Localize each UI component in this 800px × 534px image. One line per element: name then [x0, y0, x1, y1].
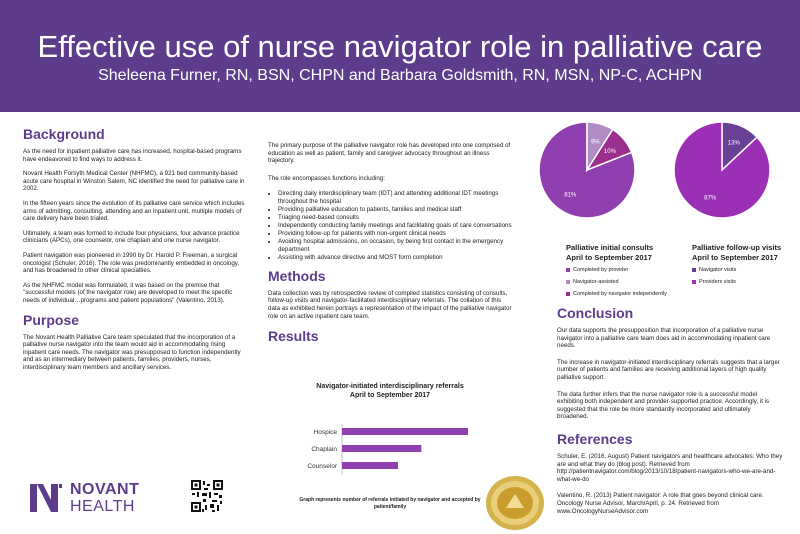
methods-heading: Methods [268, 267, 326, 284]
conclusion-p1: Our data supports the presupposition that incorporation of a palliative nurse navigator into a palliative care team does aid in accommodating inpatient care needs. [557, 327, 771, 350]
pie1-caption [566, 243, 686, 298]
bar-label: Chaplain [311, 446, 337, 453]
background-p3: In the fifteen years since the evolution of its palliative care service which includes arms of admitting, consulting, attending and an inpatient unit, multiple models of care delivery have been trialed. [23, 199, 245, 223]
bar-label: Counselor [307, 463, 337, 470]
middle-column [268, 142, 513, 350]
pie-value-label: 10% [603, 149, 616, 156]
purpose-p1: The Novant Health Palliative Care team speculated that the incorporation of a palliative nurse navigator into the team would aid in accommodating rising inpatient care needs. The navigator was presupposed to function independently and as an intermediary between patients, families, providers, nurses, interdisciplinary team members and ancillary services. [23, 333, 241, 371]
results-caption: Graph represents number of referrals initiated by navigator and accepted by patient/family [299, 497, 481, 510]
background-p5: Patient navigation was pioneered in 1990 by Dr. Harold P. Freeman, a surgical oncologist (Schuler, 2016). The role was predominantly embedded in oncology, and has broadened to other clinical specialties. [23, 251, 240, 275]
middle-p1: The primary purpose of the palliative navigator role has developed into one comprised of education as well as patient, family and caregiver advocacy throughout an illness trajectory. [268, 142, 511, 165]
legend-item [566, 290, 686, 298]
qr-code-icon [190, 479, 224, 513]
legend-label: Completed by provider [573, 267, 629, 273]
purpose-heading: Purpose [23, 311, 80, 328]
left-column [23, 126, 245, 378]
pie-value-label: 13% [727, 140, 740, 147]
legend-item [566, 278, 686, 286]
logo-line2: HEALTH [70, 498, 135, 515]
bar-hospice [342, 428, 468, 435]
pie2-title: Palliative follow-up visits [692, 243, 782, 252]
middle-p2: The role encompasses functions including: [268, 174, 385, 182]
pie1-legend [566, 266, 686, 298]
right-column [557, 305, 783, 522]
role-function-list [268, 190, 513, 261]
bar-chart-title: Navigator-initiated interdisciplinary referrals [316, 383, 464, 390]
legend-label: Completed by navigator independently [573, 291, 667, 297]
list-item: • Providing palliative education to patients, families and medical staff [278, 206, 513, 214]
list-item: • Triaging need-based consults [278, 214, 513, 222]
legend-label: Navigator visits [699, 267, 737, 273]
pie2-subtitle: April to September 2017 [692, 253, 778, 262]
pie1-title: Palliative initial consults [566, 243, 654, 252]
reference-2: Valentino, R. (2013) Patient navigator: A role that goes beyond clinical care. Oncology Nurse Advisor, March/April, p. 24. Retrieved from www.OncologyNurseAdvisor.com [557, 492, 764, 515]
initial-consults-pie-chart [537, 120, 637, 220]
methods-p1: Data collection was by retrospective review of compiled statistics consisting of consults, follow-up visits and navigator-facilitated interdisciplinary referrals. The collation of this data as exhibited herein portrays a representation of the impact of the palliative navigator role on an active inpatient care team. [268, 289, 512, 320]
background-p1: As the need for inpatient palliative care has increased, hospital-based programs have endeavored to find ways to address it. [23, 148, 242, 163]
logo-line1: NOVANT [70, 481, 140, 498]
references-heading: References [557, 430, 633, 447]
poster-title: Effective use of nurse navigator role in palliative care [37, 29, 763, 64]
novant-logo-text [70, 481, 139, 515]
results-heading: Results [268, 328, 319, 345]
background-p2: Novant Health Forsyth Medical Center (NHFMC), a 921 bed community-based acute care hospital in Winston Salem, NC identified the need for palliative care in 2002. [23, 170, 245, 193]
conclusion-p3: The data further infers that the nurse navigator role is a successful model exhibiting both independent and provider-supported practice. Accordingly, it is suggested that the role be more standardly incorporated and ultimately broadened. [557, 390, 770, 421]
poster-header [0, 0, 800, 112]
list-item: • Avoiding hospital admissions, on occasion, by being first contact in the emergency department [278, 238, 513, 253]
list-item: • Assisting with advance directive and MOST form completion [278, 254, 513, 262]
background-p6: As the NHFMC model was formulated, it was based on the premise that "successful models (of the navigator role) are developed to meet the specific needs of individual…programs and patient populations" (Valentino, 2013). [23, 281, 233, 304]
reference-1: Schuler, E. (2016, August) Patient navigators and healthcare advocates: Who they are and what they do (blog post). Retrieved from http://patientnavigator.com/blog/2013/10/18/patient-navigators-who-we-are-and-what-we-do [557, 452, 783, 483]
poster-authors: Sheleena Furner, RN, BSN, CHPN and Barbara Goldsmith, RN, MSN, NP-C, ACHPN [98, 67, 702, 84]
pie-value-label: 87% [704, 195, 717, 202]
legend-item [692, 266, 792, 274]
bar-counselor [342, 462, 398, 469]
legend-item [566, 266, 686, 274]
referrals-bar-chart [290, 420, 490, 490]
bar-chart-subtitle: April to September 2017 [349, 392, 431, 399]
conclusion-heading: Conclusion [557, 305, 634, 321]
list-item: • Directing daily interdisciplinary team (IDT) and attending additional IDT meetings throughout the hospital [278, 190, 513, 205]
pie2-caption [692, 243, 792, 286]
list-item: • Providing follow-up for patients with non-urgent clinical needs [278, 230, 513, 238]
background-p4: Ultimately, a team was formed to include four physicians, four advance practice clinicians (APCs), one counselor, one chaplain and one nurse navigator. [23, 229, 240, 245]
referrals-chart [290, 382, 490, 400]
pie-value-label: 9% [590, 139, 600, 146]
pie-value-label: 81% [564, 192, 577, 199]
legend-label: Navigator-assisted [573, 279, 619, 285]
bar-chaplain [342, 445, 421, 452]
follow-up-visits-pie-chart [672, 120, 772, 220]
background-heading: Background [23, 126, 105, 142]
gold-seal-icon [484, 474, 546, 532]
pie1-subtitle: April to September 2017 [566, 253, 652, 262]
list-item: • Independently conducting family meetings and facilitating goals of care conversations [278, 222, 513, 230]
bar-label: Hospice [313, 429, 337, 436]
conclusion-p2: The increase in navigator-initiated interdisciplinary referrals suggests that a larger number of patients and families are receiving additional layers of high quality palliative support. [557, 358, 780, 381]
pie2-legend [692, 266, 792, 286]
novant-logo-icon [30, 484, 62, 512]
legend-label: Providers visits [699, 279, 736, 285]
legend-item [692, 278, 792, 286]
